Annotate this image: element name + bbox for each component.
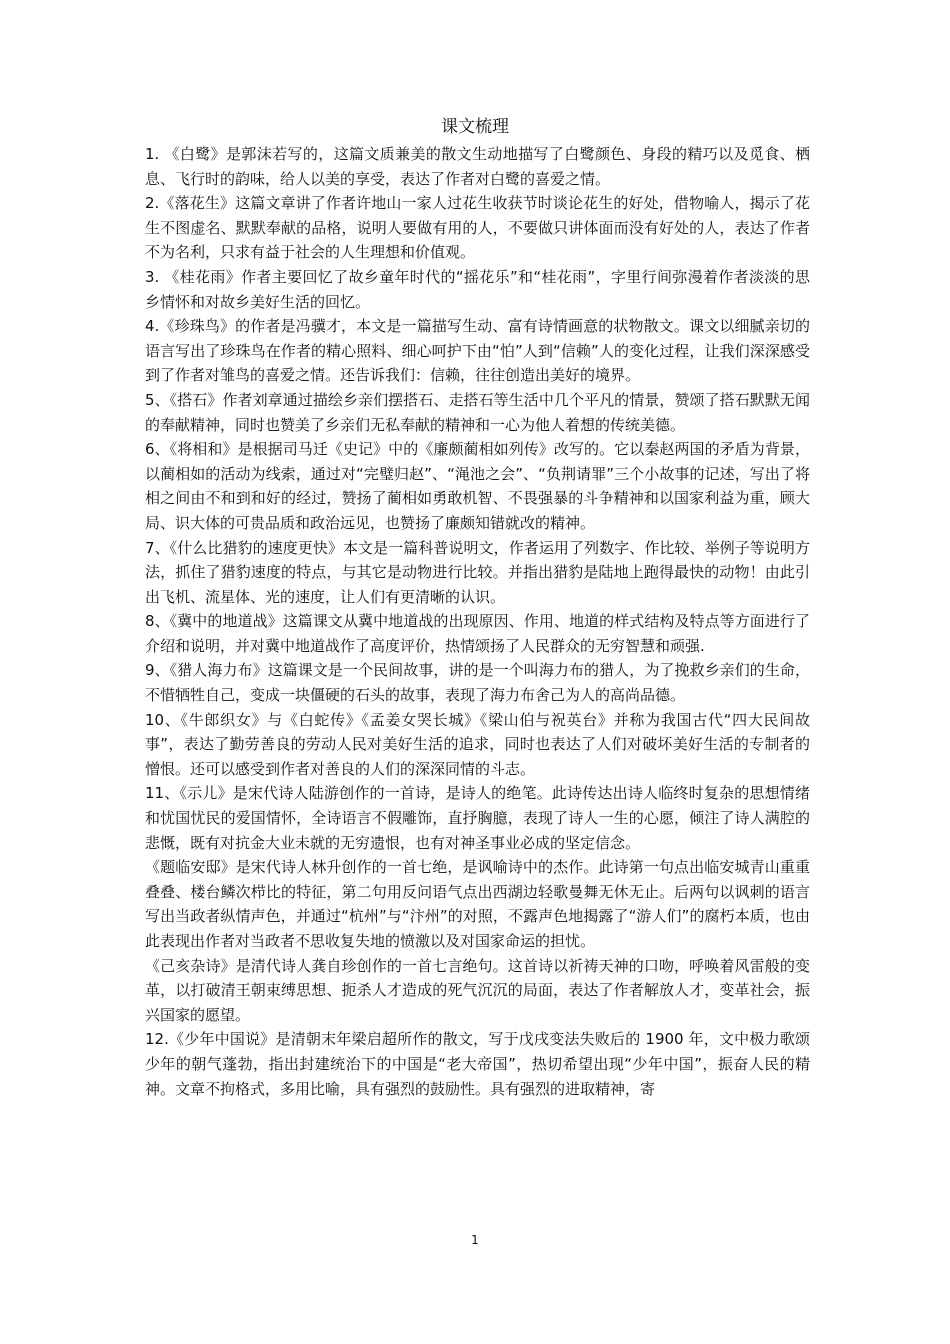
paragraph-tilinan: 《题临安邸》是宋代诗人林升创作的一首七绝，是讽喻诗中的杰作。此诗第一句点出临安城青山重重叠叠、楼台鳞次栉比的特征，第二句用反问语气点出西湖边轻歌曼舞无休无止。后两句以讽刺的语言写出当政者纵情声色，并通过“杭州”与“汴州”的对照，不露声色地揭露了“游人们”的腐朽本质，也由此表现出作者对当政者不思收复失地的愤激以及对国家命运的担忧。 xyxy=(145,858,810,950)
document-body xyxy=(145,142,810,1101)
paragraph-luohuasheng: 2.《落花生》这篇文章讲了作者许地山一家人过花生收获节时谈论花生的好处，借物喻人，揭示了花生不图虚名、默默奉献的品格，说明人要做有用的人，不要做只讲体面而没有好处的人，表达了作者不为名利，只求有益于社会的人生理想和价值观。 xyxy=(145,194,810,262)
paragraph-shier: 11、《示儿》是宋代诗人陆游创作的一首诗，是诗人的绝笔。此诗传达出诗人临终时复杂的思想情绪和忧国忧民的爱国情怀，全诗语言不假雕饰，直抒胸臆，表现了诗人一生的心愿，倾注了诗人满腔的悲慨，既有对抗金大业未就的无穷遗恨，也有对神圣事业必成的坚定信念。 xyxy=(145,784,810,852)
page-number: 1 xyxy=(471,1233,479,1247)
paragraph-jiangxianghe: 6、《将相和》是根据司马迁《史记》中的《廉颇蔺相如列传》改写的。它以秦赵两国的矛盾为背景，以蔺相如的活动为线索，通过对“完璧归赵”、“渑池之会”、“负荆请罪”三个小故事的记述，写出了将相之间由不和到和好的经过，赞扬了蔺相如勇敢机智、不畏强暴的斗争精神和以国家利益为重，顾大局、识大体的可贵品质和政治远见，也赞扬了廉颇知错就改的精神。 xyxy=(145,440,810,532)
paragraph-baillu: 1. 《白鹭》是郭沫若写的，这篇文质兼美的散文生动地描写了白鹭颜色、身段的精巧以及觅食、栖息、飞行时的韵味，给人以美的享受，表达了作者对白鹭的喜爱之情。 xyxy=(145,145,810,188)
paragraph-dashi: 5、《搭石》作者刘章通过描绘乡亲们摆搭石、走搭石等生活中几个平凡的情景，赞颂了搭石默默无闻的奉献精神，同时也赞美了乡亲们无私奉献的精神和一心为他人着想的传统美德。 xyxy=(145,390,810,434)
page-title: 课文梳理 xyxy=(441,117,509,137)
paragraph-didaozhan: 8、《冀中的地道战》这篇课文从冀中地道战的出现原因、作用、地道的样式结构及特点等方面进行了介绍和说明，并对冀中地道战作了高度评价，热情颂扬了人民群众的无穷智慧和顽强. xyxy=(145,612,810,655)
paragraph-jihai: 《己亥杂诗》是清代诗人龚自珍创作的一首七言绝句。这首诗以祈祷天神的口吻，呼唤着风雷般的变革，以打破清王朝束缚思想、扼杀人才造成的死气沉沉的局面，表达了作者解放人才，变革社会，振兴国家的愿望。 xyxy=(145,956,810,1024)
paragraph-niulang: 10、《牛郎织女》与《白蛇传》《孟姜女哭长城》《梁山伯与祝英台》并称为我国古代“四大民间故事”，表达了勤劳善良的劳动人民对美好生活的追求，同时也表达了人们对破坏美好生活的专制者的憎恨。还可以感受到作者对善良的人们的深深同情的斗志。 xyxy=(145,710,810,778)
paragraph-hailibu: 9、《猎人海力布》这篇课文是一个民间故事，讲的是一个叫海力布的猎人，为了挽救乡亲们的生命，不惜牺牲自己，变成一块僵硬的石头的故事，表现了海力布舍己为人的高尚品德。 xyxy=(145,661,810,705)
paragraph-shaonian: 12.《少年中国说》是清朝末年梁启超所作的散文，写于戊戌变法失败后的 1900 年，文中极力歌颂少年的朝气蓬勃，指出封建统治下的中国是“老大帝国”，热切希望出现“少年中国”，振奋人民的精神。文章不拘格式，多用比喻，具有强烈的鼓励性。具有强烈的进取精神，寄 xyxy=(145,1030,810,1098)
paragraph-zhenzhuniao: 4.《珍珠鸟》的作者是冯骥才，本文是一篇描写生动、富有诗情画意的状物散文。课文以细腻亲切的语言写出了珍珠鸟在作者的精心照料、细心呵护下由“怕”人到“信赖”人的变化过程，让我们深深感受到了作者对雏鸟的喜爱之情。还告诉我们：信赖，往往创造出美好的境界。 xyxy=(145,317,810,385)
paragraph-liebao: 7、《什么比猎豹的速度更快》本文是一篇科普说明文，作者运用了列数字、作比较、举例子等说明方法，抓住了猎豹速度的特点，与其它是动物进行比较。并指出猎豹是陆地上跑得最快的动物！由此引出飞机、流星体、光的速度，让人们有更清晰的认识。 xyxy=(145,538,810,606)
paragraph-guihuayu: 3. 《桂花雨》作者主要回忆了故乡童年时代的“摇花乐”和“桂花雨”，字里行间弥漫着作者淡淡的思乡情怀和对故乡美好生活的回忆。 xyxy=(145,267,810,311)
